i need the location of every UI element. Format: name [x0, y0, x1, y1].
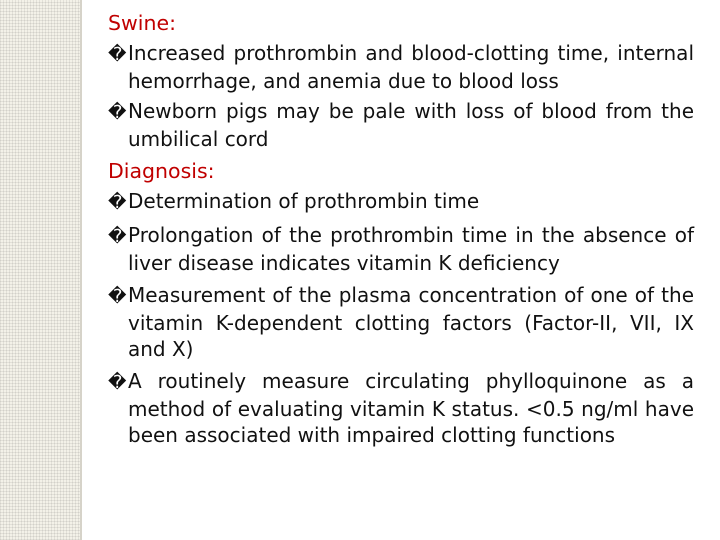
- bullet-item: [108, 40, 694, 94]
- bullet-icon: �: [108, 102, 127, 123]
- bullet-item: [108, 188, 694, 216]
- section-heading-diagnosis: Diagnosis:: [108, 159, 215, 183]
- bullet-text: Prolongation of the prothrombin time in the absence of liver disease indicates vitamin K deficiency: [128, 223, 694, 275]
- bullet-item: [108, 222, 694, 276]
- bullet-text: Newborn pigs may be pale with loss of blood from the umbilical cord: [128, 99, 694, 151]
- bullet-item: [108, 98, 694, 152]
- bullet-icon: �: [108, 286, 127, 307]
- bullet-item: [108, 282, 694, 362]
- decorative-side-pattern: [0, 0, 80, 540]
- bullet-text: A routinely measure circulating phylloquinone as a method of evaluating vitamin K status. <0.5 ng/ml have been associated with impaired clotting functions: [128, 369, 694, 447]
- slide-content: [108, 10, 694, 448]
- section-heading-swine: Swine:: [108, 11, 176, 35]
- bullet-icon: �: [108, 192, 127, 213]
- side-divider: [80, 0, 82, 540]
- bullet-text: Determination of prothrombin time: [128, 189, 480, 213]
- bullet-text: Measurement of the plasma concentration of one of the vitamin K-dependent clotting factors (Factor-II, VII, IX and X): [128, 283, 694, 361]
- bullet-icon: �: [108, 44, 127, 65]
- bullet-text: Increased prothrombin and blood-clotting time, internal hemorrhage, and anemia due to blood loss: [128, 41, 694, 93]
- bullet-icon: �: [108, 226, 127, 247]
- bullet-icon: �: [108, 372, 127, 393]
- bullet-item: [108, 368, 694, 448]
